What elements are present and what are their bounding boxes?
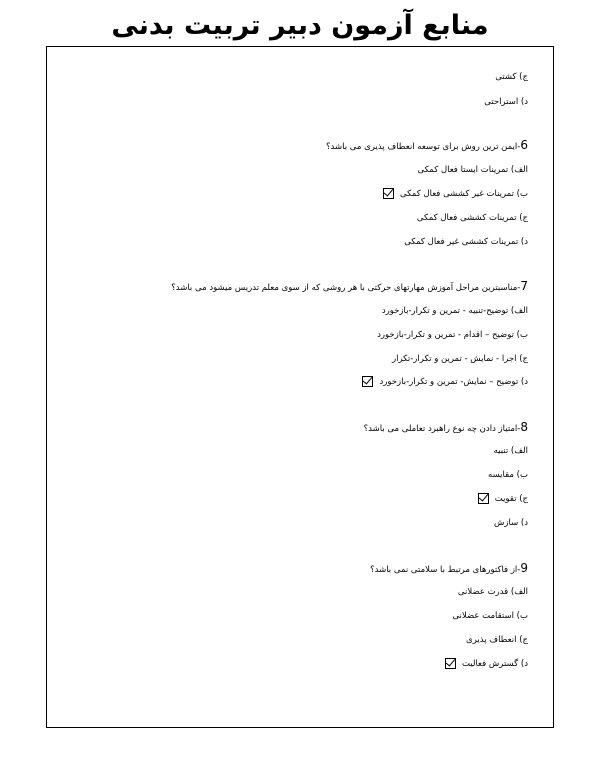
line-text: الف) قدرت عضلانی bbox=[457, 587, 528, 597]
page-title: منابع آزمون دبیر تربیت بدنی bbox=[111, 10, 489, 41]
line-text: -ایمن ترین روش برای توسعه انعطاف پذیری می باشد؟ bbox=[326, 142, 521, 152]
answer-option bbox=[404, 235, 528, 249]
answer-option bbox=[392, 352, 528, 366]
line-text: ج) تقویت bbox=[494, 494, 528, 504]
line-text: د) سازش bbox=[494, 518, 528, 528]
question-text bbox=[171, 279, 528, 295]
line-text: د) گسترش فعالیت bbox=[461, 659, 528, 669]
question-number: 8 bbox=[520, 420, 528, 434]
answer-option bbox=[478, 492, 528, 506]
line-text: د) تمرینات کششی غیر فعال کمکی bbox=[404, 237, 528, 247]
question-number: 9 bbox=[520, 561, 528, 575]
answer-option bbox=[494, 516, 528, 530]
question-text bbox=[364, 420, 528, 436]
answer-option bbox=[377, 328, 528, 342]
line-text: ب) مقایسه bbox=[488, 470, 528, 480]
answer-option bbox=[466, 633, 528, 647]
line-text: ج) کشتی bbox=[495, 72, 528, 82]
line-text: الف) تمرینات ایستا فعال کمکی bbox=[417, 165, 528, 175]
line-text: ج) انعطاف پذیری bbox=[466, 635, 528, 645]
answer-option bbox=[445, 657, 528, 671]
answer-option bbox=[458, 585, 528, 599]
line-text: -امتیاز دادن چه نوع راهبرد تعاملی می باشد؟ bbox=[363, 424, 521, 434]
line-text: د) توضیح – نمایش- تمرین و تکرار-بازخورد bbox=[379, 377, 528, 387]
checkmark-icon bbox=[445, 658, 456, 669]
answer-option bbox=[362, 375, 528, 389]
answer-option bbox=[452, 609, 528, 623]
line-text: ج) تمرینات کششی فعال کمکی bbox=[416, 213, 528, 223]
line-text: ب) توضیح – اقدام - تمرین و تکرار-بازخورد bbox=[377, 330, 528, 340]
answer-option bbox=[488, 468, 528, 482]
checkmark-icon bbox=[383, 188, 394, 199]
question-number: 7 bbox=[520, 279, 528, 293]
answer-option bbox=[495, 70, 528, 84]
line-text: الف) توضیح-تنبیه - تمرین و تکرار-بازخورد bbox=[381, 306, 528, 316]
checkmark-icon bbox=[478, 493, 489, 504]
question-text bbox=[326, 138, 528, 154]
answer-option bbox=[417, 211, 528, 225]
line-text: ب) استقامت عضلانی bbox=[452, 611, 528, 621]
line-text: الف) تنبیه bbox=[493, 446, 528, 456]
line-text: -از فاکتورهای مرتبط با سلامتی نمی باشد؟ bbox=[370, 565, 521, 575]
question-number: 6 bbox=[520, 138, 528, 152]
answer-option bbox=[382, 304, 528, 318]
question-text bbox=[370, 561, 528, 577]
answer-option bbox=[383, 187, 528, 201]
line-text: -مناسبترین مراحل آموزش مهارتهای حرکتی با هر روشی که از سوی معلم تدریس میشود می باشد؟ bbox=[171, 283, 521, 293]
checkmark-icon bbox=[362, 376, 373, 387]
answer-option bbox=[484, 95, 528, 109]
line-text: ب) تمرینات غیر کششی فعال کمکی bbox=[400, 189, 528, 199]
answer-option bbox=[494, 444, 528, 458]
line-text: ج) اجرا - نمایش - تمرین و تکرار-تکرار bbox=[392, 354, 528, 364]
line-text: د) استراحتی bbox=[484, 97, 528, 107]
answer-option bbox=[418, 163, 529, 177]
